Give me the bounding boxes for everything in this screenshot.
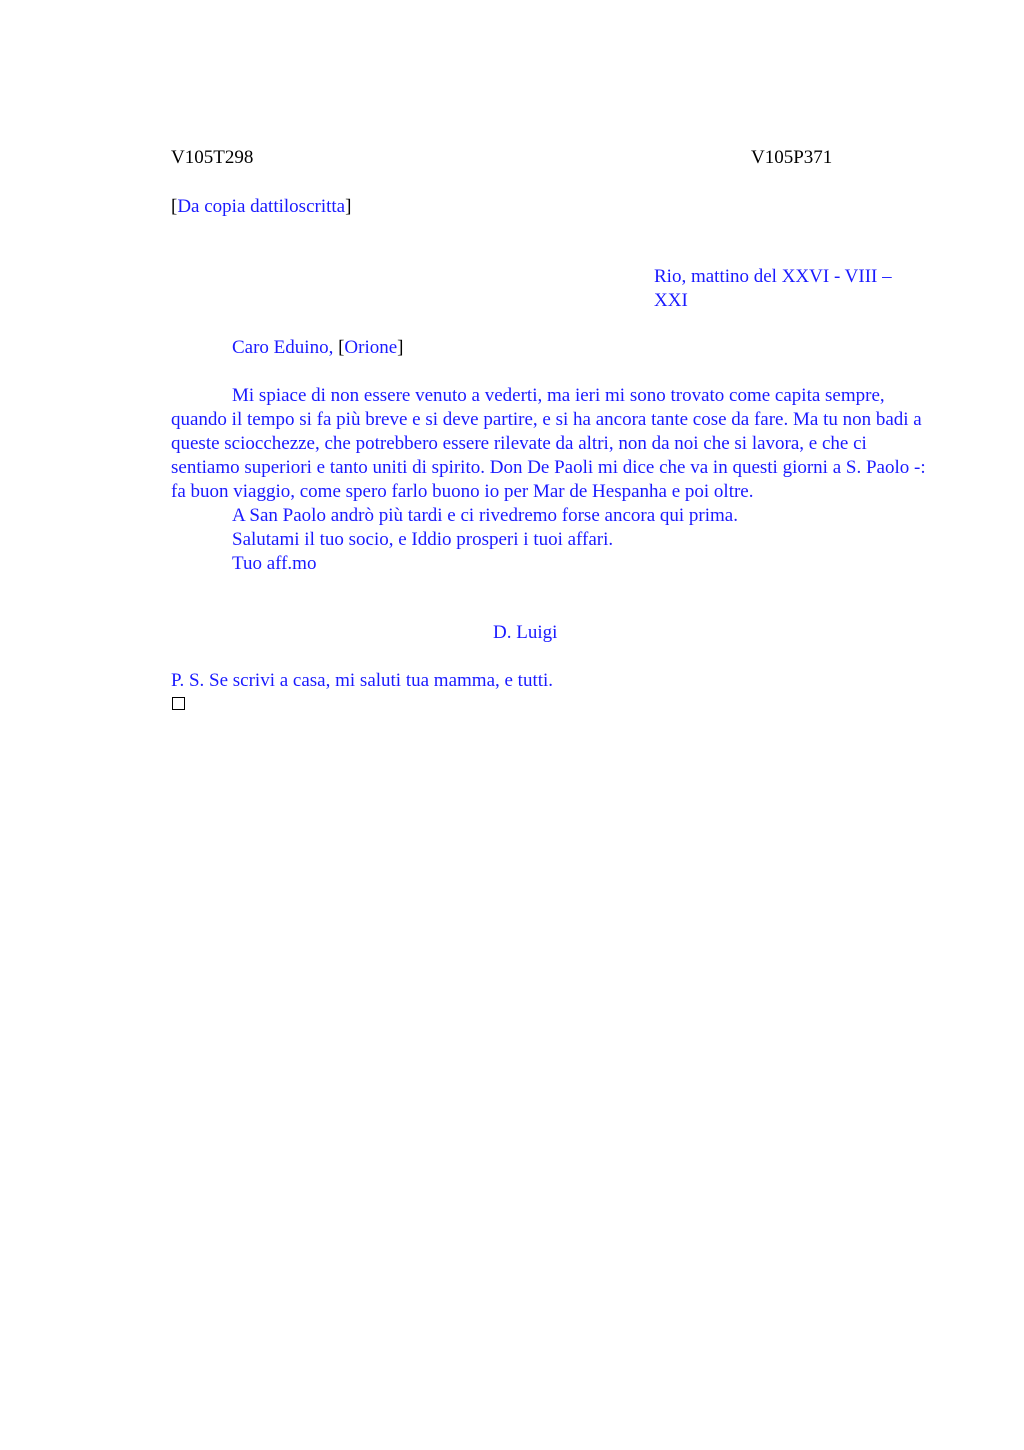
postscript: P. S. Se scrivi a casa, mi saluti tua mamma, e tutti. — [171, 670, 554, 691]
letter-closing: Tuo aff.mo — [232, 553, 317, 574]
dateline-line-2: XXI — [654, 290, 688, 311]
dateline — [654, 265, 924, 313]
salutation — [232, 336, 404, 360]
salutation-open-bracket: [ — [338, 337, 345, 358]
source-note-text: Da copia dattiloscritta — [177, 196, 346, 217]
source-note-close-bracket: ] — [345, 196, 352, 217]
document-code-left: V105T298 — [171, 147, 254, 168]
dateline-line-1: Rio, mattino del XXVI - VIII – — [654, 266, 892, 287]
salutation-name: Orione — [344, 337, 398, 358]
document-code-right: V105P371 — [751, 147, 833, 168]
salutation-close-bracket: ] — [397, 337, 404, 358]
letter-paragraph-2: A San Paolo andrò più tardi e ci rivedremo forse ancora qui prima. — [232, 505, 738, 526]
letter-paragraph-3: Salutami il tuo socio, e Iddio prosperi i tuoi affari. — [232, 529, 614, 550]
salutation-text: Caro Eduino, — [232, 337, 339, 358]
source-note — [171, 195, 351, 219]
end-of-document-box-icon — [172, 697, 185, 710]
source-note-open-bracket: [ — [171, 196, 178, 217]
signature: D. Luigi — [493, 622, 558, 643]
letter-body — [171, 384, 927, 576]
letter-paragraph-1: Mi spiace di non essere venuto a vederti, ma ieri mi sono trovato come capita sempre, quando il tempo si fa più breve e si deve partire, e si ha ancora tante cose da fare. Ma tu non badi a queste sciocchezze, che potrebbero essere rilevate da altri, non da noi che si lavora, e che ci sentiamo superiori e tanto uniti di spirito. Don De Paoli mi dice che va in questi giorni a S. Paolo -: fa buon viaggio, come spero farlo buono io per Mar de Hespanha e poi oltre. — [171, 385, 926, 502]
